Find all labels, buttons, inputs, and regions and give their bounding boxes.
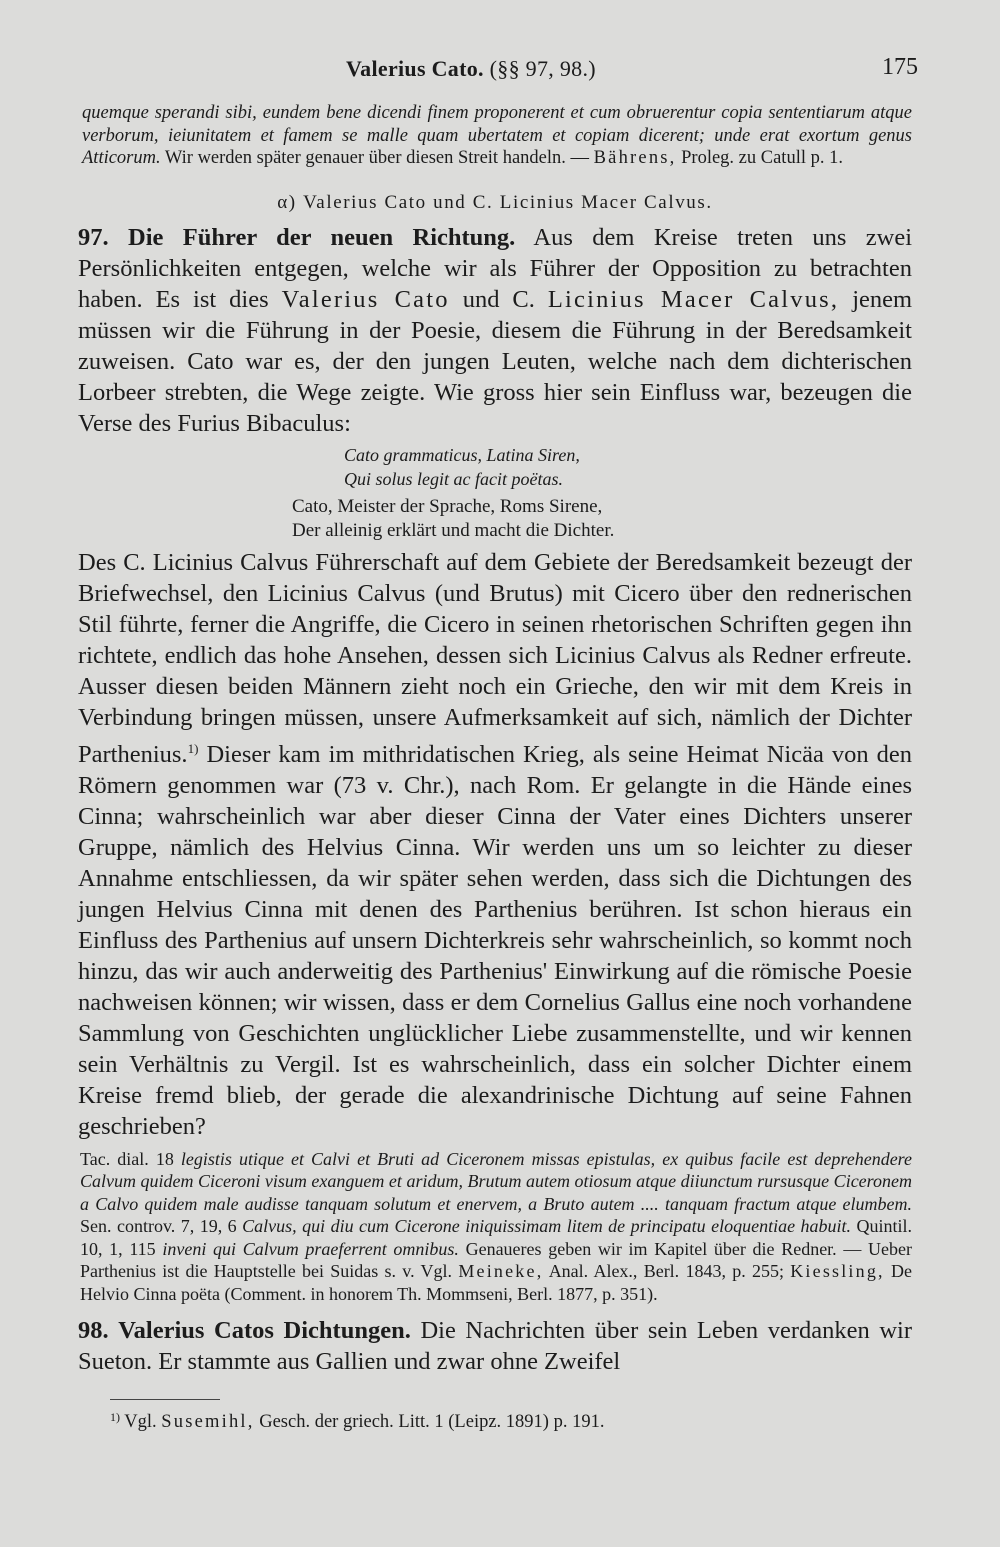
- verse-german: Cato, Meister der Sprache, Roms Sirene, Der alleinig erklärt und macht die Dichter.: [292, 495, 615, 541]
- top-note-source: Proleg. zu Catull p. 1.: [681, 148, 843, 168]
- top-note: [82, 102, 912, 170]
- top-note-german: Wir werden später genauer über diesen Streit handeln. —: [164, 148, 590, 168]
- section-98-paragraph: 98. Valerius Catos Dichtungen. Die Nachrichten über sein Leben verdanken wir Sueton. Er stammte aus Gallien und zwar ohne Zweifel: [78, 1317, 913, 1376]
- citation-notes: Tac. dial. 18 legistis utique et Calvi et Bruti ad Ciceronem missas epistulas, ex quibus facile est deprehendere Calvum quidem Ciceroni visum exanguem et aridum, Brutum autem otiosum atque diiunctum rursusque Ciceronem a Calvo quidem male audisse tanquam solutum et enervem, a Bruto autem .... tanquam fractum atque elumbem. Sen. controv. 7, 19, 6 Calvus, qui diu cum Cicerone iniquissimam litem de principatu eloquentiae habuit. Quintil. 10, 1, 115 inveni qui Calvum praeferrent omnibus. Genaueres geben wir im Kapitel über die Redner. — Ueber Parthenius ist die Hauptstelle bei Suidas s. v. Vgl. Meineke, Anal. Alex., Berl. 1843, p. 255; Kiessling, De Helvio Cinna poëta (Comment. in honorem Th. Mommseni, Berl. 1877, p. 351).: [80, 1148, 913, 1304]
- verse-latin: Cato grammaticus, Latina Siren, Qui solus legit ac facit poëtas.: [344, 444, 580, 489]
- section-98-heading: Valerius Catos Dichtungen.: [118, 1317, 411, 1345]
- section-97-heading: Die Führer der neuen Richtung.: [128, 223, 516, 251]
- top-note-author: Bährens,: [593, 148, 677, 168]
- section-subheading: α) Valerius Cato und C. Licinius Macer Calvus.: [277, 191, 713, 213]
- top-note-latin: quemque sperandi sibi, eundem bene dicendi finem proponerent et cum obruerentur copia sententiarum atque verborum, ieiunitatem et famem se malle quam ubertatem et copiam dicerent; unde erat exortum genus Atticorum.: [82, 103, 912, 168]
- running-title: Valerius Cato. (§§ 97, 98.): [346, 56, 596, 81]
- section-97-paragraph: 97. Die Führer der neuen Richtung. Aus dem Kreise treten uns zwei Persönlichkeiten entgegen, welche wir als Führer der Opposition zu betrachten haben. Es ist dies Valerius Cato und C. Licinius Macer Calvus, jenem müssen wir die Führung in der Poesie, diesem die Führung in der Beredsamkeit zuweisen. Cato war es, der den jungen Leuten, welche nach dem dichterischen Lorbeer strebten, die Wege zeigte. Wie gross hier sein Einfluss war, bezeugen die Verse des Furius Bibaculus:: [78, 223, 913, 437]
- page-footnote: $^{1)}$ Vgl. Susemihl, Gesch. der griech. Litt. 1 (Leipz. 1891) p. 191.: [110, 1410, 605, 1433]
- footnote-reference: 1): [187, 740, 199, 756]
- page-number: 175: [882, 54, 918, 80]
- section-97-number: 97.: [78, 223, 109, 251]
- section-98-number: 98.: [78, 1317, 109, 1345]
- footnote-rule: [110, 1399, 220, 1400]
- body-paragraph: Des C. Licinius Calvus Führerschaft auf dem Gebiete der Beredsamkeit bezeugt der Briefwechsel, den Licinius Calvus (und Brutus) mit Cicero über den rednerischen Stil führte, ferner die Angriffe, die Cicero in seinen rhetorischen Schriften gegen ihn richtete, endlich das hohe Ansehen, dessen sich Licinius Calvus als Redner erfreute. Ausser diesen beiden Männern zieht noch ein Grieche, den wir mit dem Kreis in Verbindung bringen müssen, unsere Aufmerksamkeit auf sich, nämlich der Dichter Parthenius.$^{1)}$ Dieser kam im mithridatischen Krieg, als seine Heimat Nicäa von den Römern genommen war (73 v. Chr.), nach Rom. Er gelangte in die Hände eines Cinna; wahrscheinlich war aber dieser Cinna der Vater eines Dichters unserer Gruppe, nämlich des Helvius Cinna. Wir werden uns um so leichter zu dieser Annahme entschliessen, da wir später sehen werden, dass sich die Dichtungen des jungen Helvius Cinna mit denen des Parthenius berühren. Ist schon hieraus ein Einfluss des Parthenius auf unsern Dichterkreis sehr wahrscheinlich, so kommt noch hinzu, das wir auch anderweitig des Parthenius' Einwirkung auf die römische Poesie nachweisen können; wir wissen, dass er dem Cornelius Gallus eine noch vorhandene Sammlung von Geschichten unglücklicher Liebe zusammenstellte, und wir kennen sein Verhältnis zu Vergil. Ist es wahrscheinlich, dass ein solcher Dichter einem Kreise fremd blieb, der gerade die alexandrinische Dichtung auf seine Fahnen geschrieben?: [78, 548, 913, 1140]
- name-licinius-calvus: Licinius Macer Calvus,: [547, 285, 840, 313]
- running-header: [78, 48, 918, 92]
- name-valerius-cato: Valerius Cato: [281, 285, 450, 313]
